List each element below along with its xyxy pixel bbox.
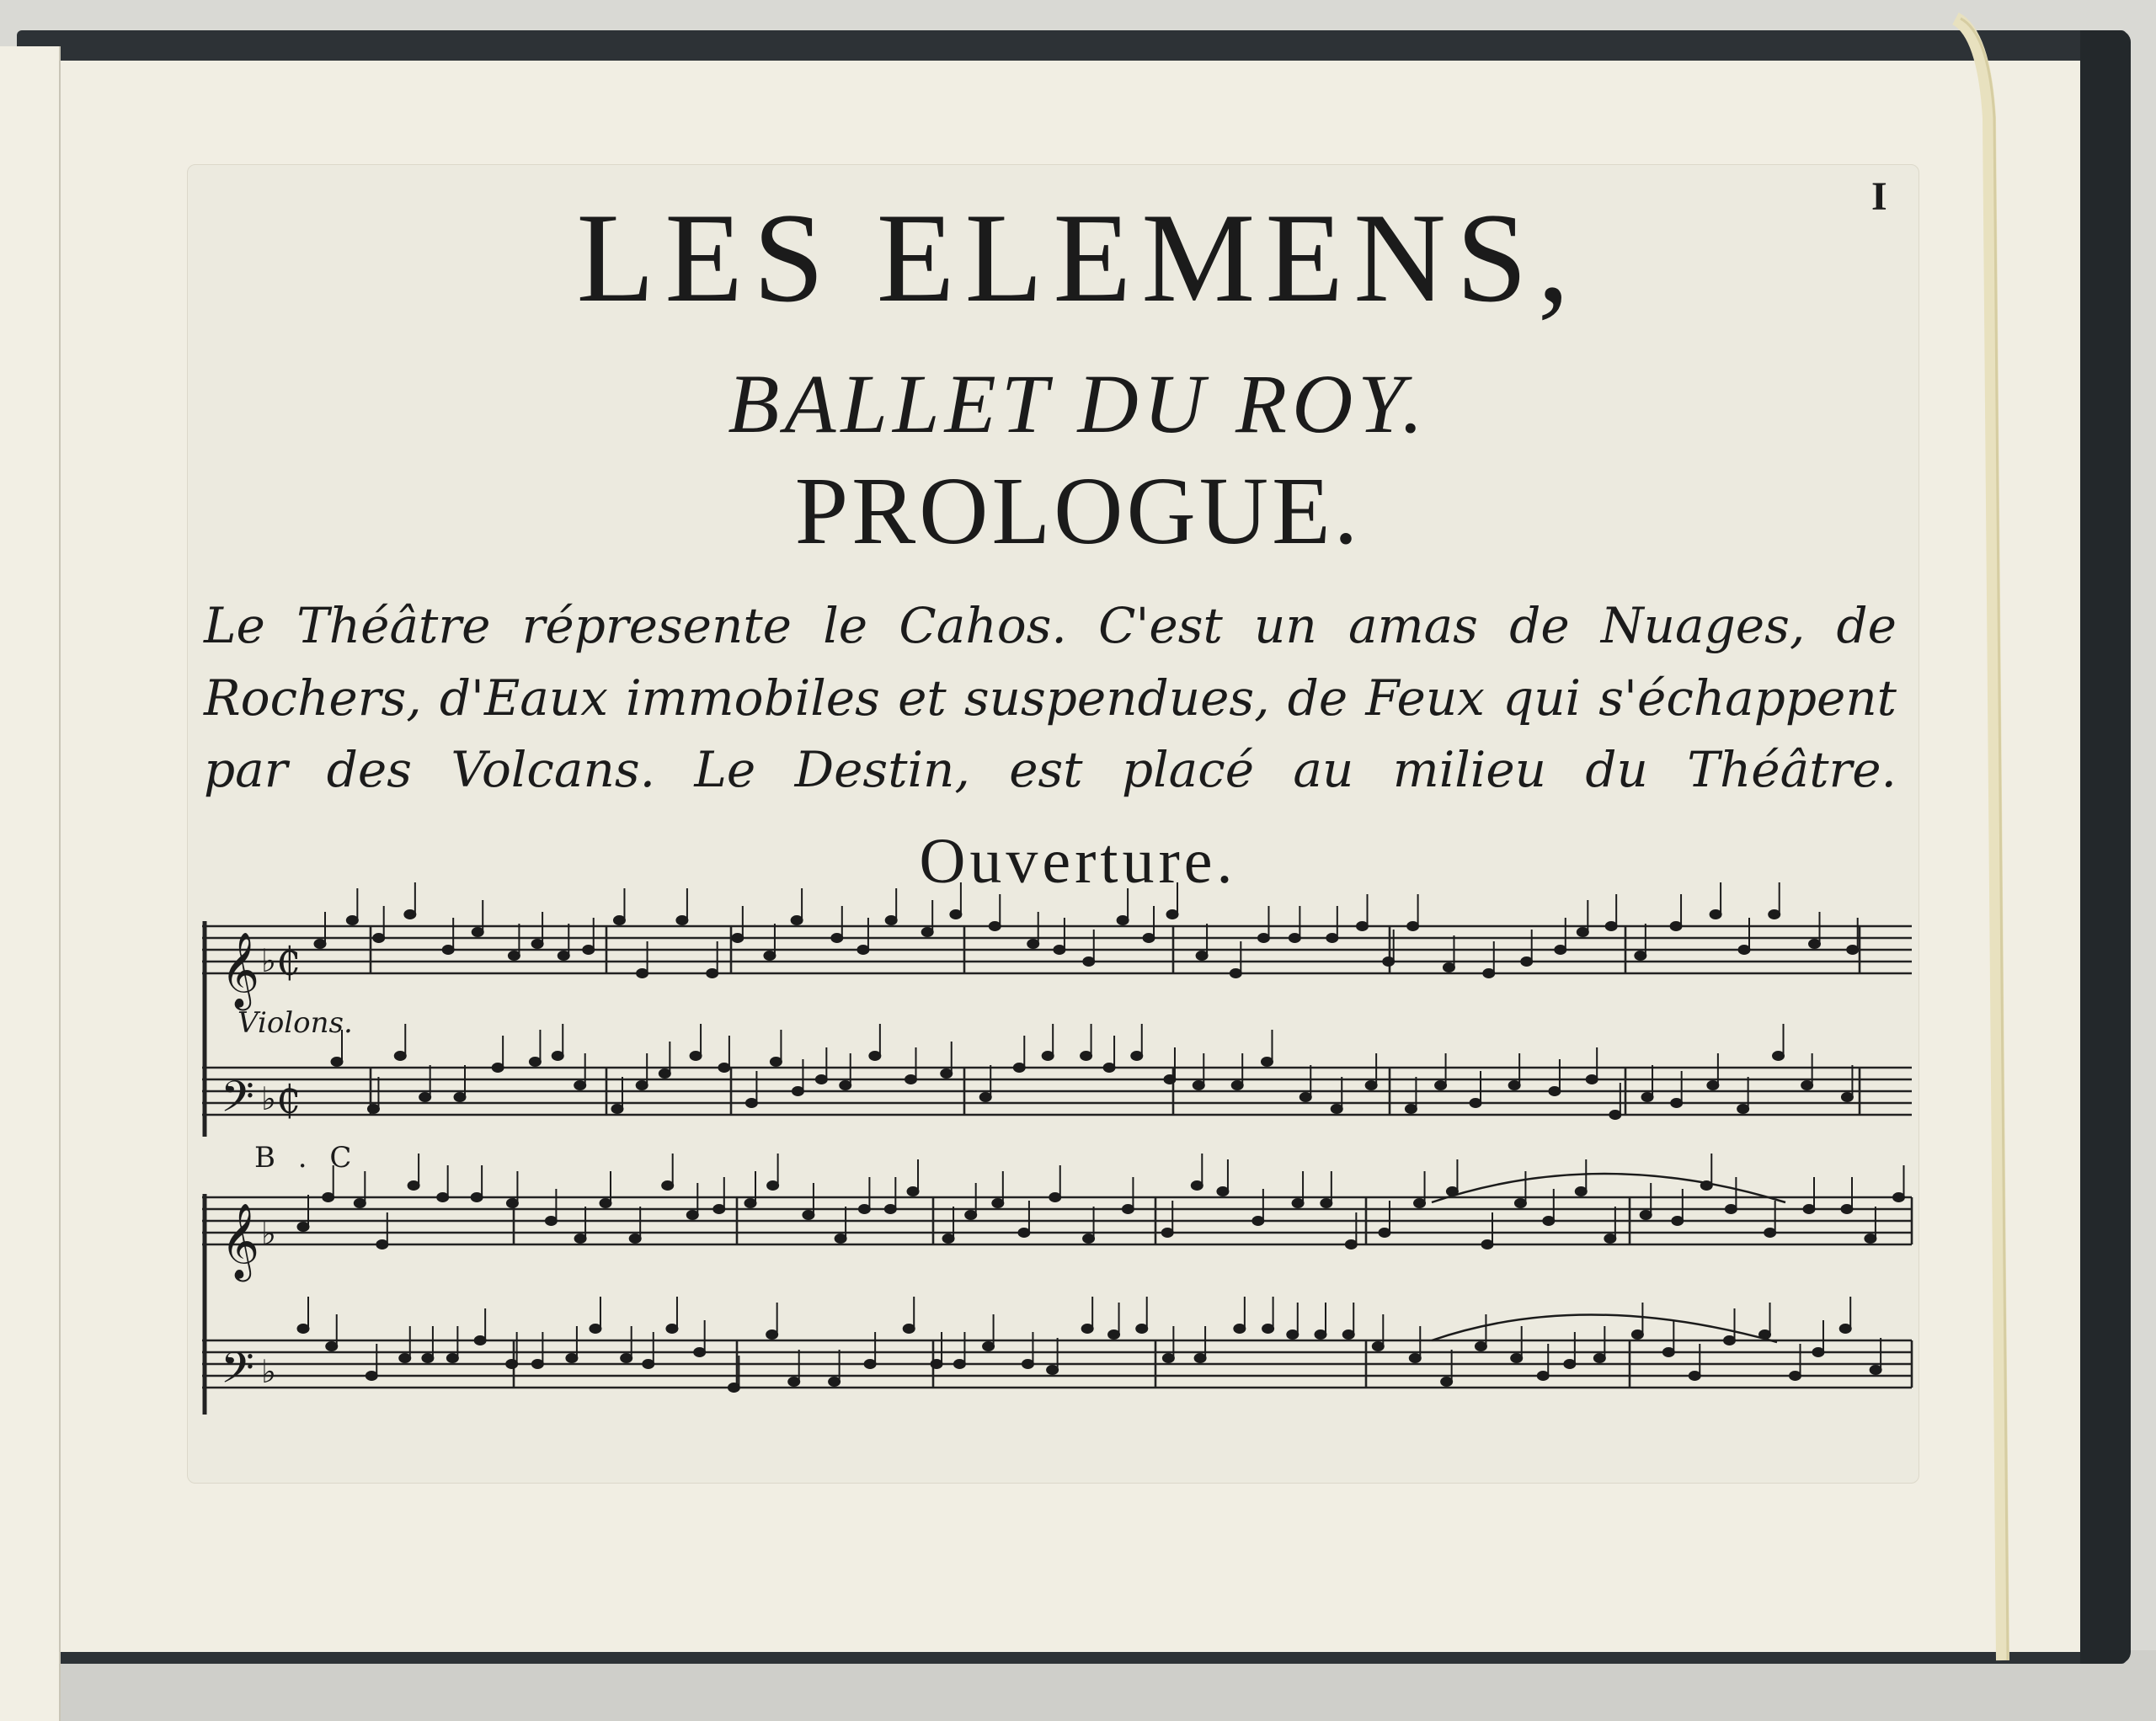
note-head (611, 1105, 623, 1114)
note-head (297, 1324, 309, 1334)
note-head (1689, 1372, 1700, 1381)
note-head (314, 940, 326, 949)
note-head (1511, 1354, 1523, 1363)
note-head (637, 969, 648, 978)
note-head (1662, 1348, 1674, 1357)
note-head (508, 951, 520, 961)
note-head (1841, 1205, 1853, 1214)
note-head (1108, 1330, 1120, 1340)
note-head (472, 928, 483, 937)
note-head (1773, 1052, 1785, 1061)
note-head (921, 928, 933, 937)
note-head (815, 1075, 827, 1084)
note-head (1162, 1354, 1174, 1363)
note-head (1549, 1087, 1561, 1096)
note-head (764, 951, 776, 961)
note-head (885, 916, 897, 925)
note-head (454, 1093, 466, 1102)
note-head (1196, 951, 1208, 961)
note-head (1292, 1199, 1304, 1208)
note-head (1414, 1199, 1426, 1208)
note-head (506, 1360, 518, 1369)
note-head (1724, 1336, 1736, 1345)
page-number: I (1871, 174, 1887, 219)
note-head (1564, 1360, 1576, 1369)
note-head (1441, 1377, 1453, 1387)
note-head (1769, 910, 1780, 919)
note-head (965, 1211, 977, 1220)
part-label-basso-continuo: B . C (254, 1141, 359, 1175)
note-head (767, 1181, 779, 1191)
note-head (1405, 1105, 1417, 1114)
barlines (371, 926, 1912, 1388)
note-head (566, 1354, 578, 1363)
note-head (791, 916, 803, 925)
note-head (1847, 946, 1859, 955)
note-head (1081, 1052, 1092, 1061)
note-head (869, 1052, 881, 1061)
part-label-violins: Violons. (237, 1006, 353, 1040)
note-head (1635, 951, 1646, 961)
note-head (1047, 1366, 1059, 1375)
note-head (446, 1354, 458, 1363)
note-head (437, 1193, 449, 1202)
note-head (718, 1063, 730, 1073)
note-head (1042, 1052, 1054, 1061)
note-head (367, 1105, 379, 1114)
note-head (942, 1234, 954, 1244)
note-head (552, 1052, 563, 1061)
note-head (1252, 1217, 1264, 1226)
note-head (864, 1360, 876, 1369)
note-head (1257, 934, 1269, 943)
note-head (831, 934, 843, 943)
note-head (1194, 1354, 1206, 1363)
note-head (1670, 922, 1682, 931)
note-head (1287, 1330, 1299, 1340)
bass-clef-icon: 𝄢 (221, 1071, 254, 1132)
note-head (471, 1193, 483, 1202)
note-head (1379, 1228, 1390, 1238)
note-head (442, 946, 454, 955)
note-head (1537, 1372, 1549, 1381)
cut-time-icon: ₵ (276, 939, 302, 984)
note-head (297, 1223, 309, 1232)
note-head (1081, 1324, 1093, 1334)
note-head (953, 1360, 965, 1369)
note-head (1737, 1105, 1749, 1114)
note-head (419, 1093, 431, 1102)
note-head (1356, 922, 1368, 931)
note-head (373, 934, 385, 943)
note-head (766, 1330, 778, 1340)
note-head (1435, 1081, 1447, 1090)
note-head (829, 1377, 841, 1387)
note-head (903, 1324, 915, 1334)
note-head (394, 1052, 406, 1061)
note-head (408, 1181, 419, 1191)
note-head (1641, 1093, 1653, 1102)
bass-clef-icon: 𝄢 (221, 1342, 254, 1404)
note-head (1475, 1342, 1486, 1351)
note-head (788, 1377, 800, 1387)
note-head (1054, 946, 1065, 955)
note-head (600, 1199, 611, 1208)
note-head (1593, 1354, 1605, 1363)
note-head (1083, 957, 1095, 967)
note-head (1083, 1234, 1095, 1244)
note-head (366, 1372, 377, 1381)
note-head (1640, 1211, 1652, 1220)
note-head (643, 1360, 654, 1369)
note-head (992, 1199, 1004, 1208)
note-head (613, 916, 625, 925)
note-head (1605, 922, 1617, 931)
note-head (399, 1354, 411, 1363)
movement-title: Ouverture. (919, 826, 1237, 897)
note-head (694, 1348, 706, 1357)
score-title: LES ELEMENS, (576, 187, 1580, 328)
note-head (376, 1240, 388, 1249)
note-head (629, 1234, 641, 1244)
note-head (732, 934, 744, 943)
stage-direction-line-2: Rochers, d'Eaux immobiles et suspendues, de Feux qui s'échappent (204, 669, 1897, 727)
note-head (1707, 1081, 1719, 1090)
note-head (1841, 1093, 1853, 1102)
note-head (354, 1199, 366, 1208)
note-head (941, 1069, 953, 1079)
treble-clef-icon: 𝄞 (221, 1203, 260, 1279)
note-head (1217, 1187, 1229, 1196)
note-head (1103, 1063, 1115, 1073)
note-head (690, 1052, 702, 1061)
note-head (728, 1383, 739, 1393)
note-head (1672, 1217, 1684, 1226)
note-head (1555, 946, 1566, 955)
note-head (676, 916, 688, 925)
note-head (1543, 1217, 1555, 1226)
note-head (713, 1205, 725, 1214)
note-head (492, 1063, 504, 1073)
note-head (1409, 1354, 1421, 1363)
flat-icon: ♭ (261, 1080, 276, 1117)
note-head (558, 951, 569, 961)
note-head (1321, 1199, 1332, 1208)
note-head (1289, 934, 1300, 943)
note-head (744, 1199, 756, 1208)
note-head (983, 1342, 995, 1351)
note-head (331, 1058, 343, 1067)
note-head (326, 1342, 338, 1351)
note-head (707, 969, 718, 978)
note-head (531, 940, 543, 949)
note-head (1049, 1193, 1061, 1202)
note-head (1122, 1205, 1134, 1214)
note-head (792, 1087, 803, 1096)
note-head (1161, 1228, 1173, 1238)
note-head (803, 1211, 814, 1220)
note-head (989, 922, 1001, 931)
note-head (770, 1058, 782, 1067)
note-head (574, 1081, 586, 1090)
note-head (590, 1324, 601, 1334)
note-head (1191, 1181, 1203, 1191)
note-head (840, 1081, 851, 1090)
note-head (1521, 957, 1533, 967)
note-head (1345, 1240, 1357, 1249)
note-head (857, 946, 869, 955)
note-head (907, 1187, 919, 1196)
note-head (1331, 1105, 1342, 1114)
note-head (1631, 1330, 1643, 1340)
note-head (1443, 963, 1454, 972)
note-head (1383, 957, 1395, 967)
note-head (1372, 1342, 1384, 1351)
note-head (1483, 969, 1495, 978)
note-head (1262, 1324, 1274, 1334)
note-head (1470, 1099, 1481, 1108)
note-head (835, 1234, 846, 1244)
note-head (346, 916, 358, 925)
note-head (1166, 910, 1178, 919)
note-head (1027, 940, 1039, 949)
note-head (1231, 1081, 1243, 1090)
note-head (1865, 1234, 1876, 1244)
flat-icon: ♭ (261, 1353, 276, 1390)
note-head (979, 1093, 991, 1102)
note-head (1575, 1187, 1587, 1196)
note-head (574, 1234, 586, 1244)
note-head (1315, 1330, 1326, 1340)
note-head (905, 1075, 916, 1084)
note-head (1342, 1330, 1354, 1340)
section-heading: PROLOGUE. (794, 457, 1362, 564)
note-head (1193, 1081, 1204, 1090)
note-head (1234, 1324, 1246, 1334)
note-head (745, 1099, 757, 1108)
note-head (1809, 940, 1821, 949)
note-head (1481, 1240, 1493, 1249)
note-head (474, 1336, 486, 1345)
note-head (1803, 1205, 1815, 1214)
note-head (621, 1354, 632, 1363)
note-head (1018, 1228, 1030, 1238)
note-head (1725, 1205, 1737, 1214)
note-head (583, 946, 595, 955)
note-head (666, 1324, 678, 1334)
note-head (1013, 1063, 1025, 1073)
note-head (506, 1199, 518, 1208)
note-head (1407, 922, 1419, 931)
flat-icon: ♭ (261, 942, 276, 979)
note-head (545, 1217, 557, 1226)
note-head (529, 1058, 541, 1067)
note-head (1710, 910, 1721, 919)
note-head (1230, 969, 1241, 978)
note-head (1022, 1360, 1033, 1369)
note-head (1586, 1075, 1598, 1084)
note-head (858, 1205, 870, 1214)
note-head (1812, 1348, 1824, 1357)
score-subtitle: BALLET DU ROY. (728, 357, 1428, 450)
note-head (931, 1360, 942, 1369)
note-head (1801, 1081, 1813, 1090)
note-head (662, 1181, 674, 1191)
note-head (323, 1193, 334, 1202)
note-head (1261, 1058, 1273, 1067)
note-head (1514, 1199, 1526, 1208)
notes (297, 882, 1904, 1393)
note-head (1299, 1093, 1311, 1102)
flat-icon: ♭ (261, 1215, 276, 1252)
note-head (884, 1205, 896, 1214)
stage-direction-line-3: par des Volcans. Le Destin, est placé au milieu du Théâtre. (204, 741, 1897, 798)
note-head (1117, 916, 1129, 925)
treble-clef-icon: 𝄞 (221, 932, 260, 1008)
note-head (1870, 1366, 1881, 1375)
note-head (659, 1069, 670, 1079)
note-head (1671, 1099, 1683, 1108)
cut-time-icon: ₵ (276, 1077, 302, 1122)
note-head (1839, 1324, 1851, 1334)
note-head (1789, 1372, 1801, 1381)
note-head (422, 1354, 434, 1363)
note-head (531, 1360, 543, 1369)
note-head (1326, 934, 1338, 943)
note-head (1738, 946, 1750, 955)
note-head (1604, 1234, 1616, 1244)
note-head (1508, 1081, 1520, 1090)
note-head (1131, 1052, 1143, 1061)
note-head (636, 1081, 648, 1090)
note-head (1609, 1111, 1621, 1120)
note-head (1143, 934, 1155, 943)
note-head (1164, 1075, 1176, 1084)
note-head (1136, 1324, 1148, 1334)
note-head (1365, 1081, 1377, 1090)
note-head (1577, 928, 1588, 937)
note-head (404, 910, 416, 919)
stage-direction-line-1: Le Théâtre répresente le Cahos. C'est un amas de Nuages, de (204, 597, 1897, 654)
note-head (1764, 1228, 1776, 1238)
note-head (1892, 1193, 1904, 1202)
note-head (950, 910, 962, 919)
note-head (686, 1211, 698, 1220)
